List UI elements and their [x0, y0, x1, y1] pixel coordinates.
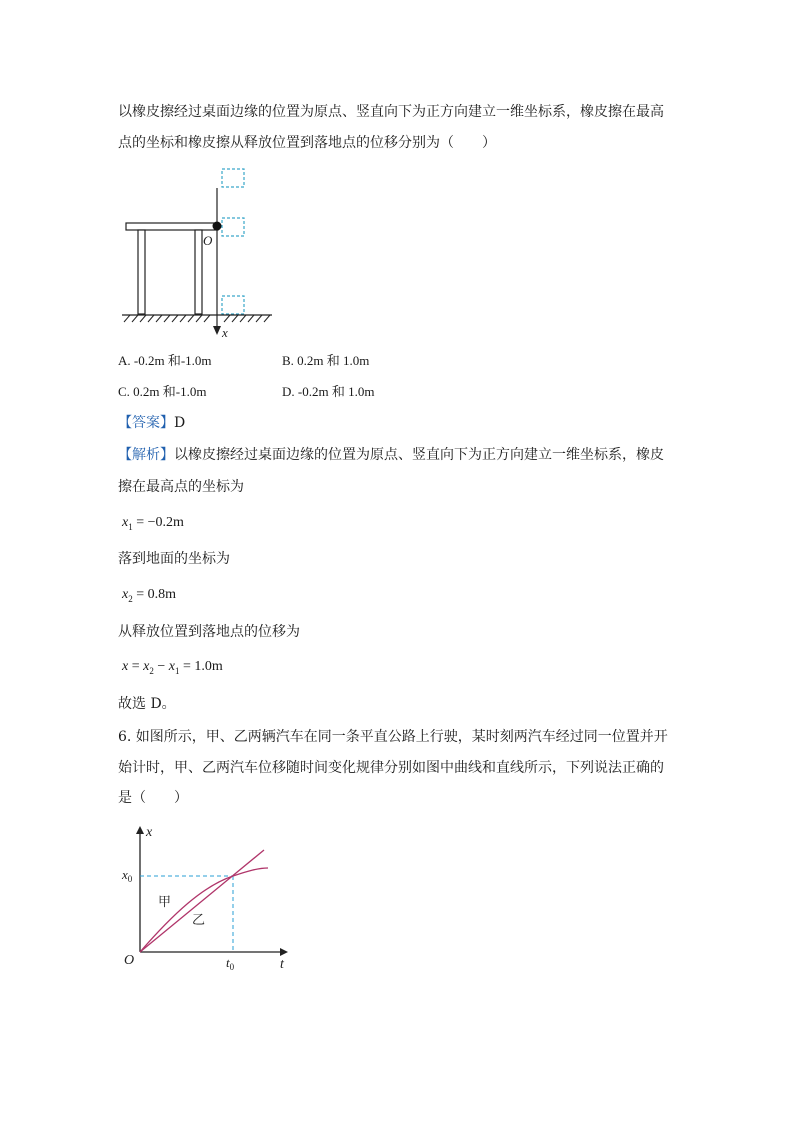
graph-x-arrow [280, 948, 288, 956]
equation-x2: $x_2 = 0.8m$ [122, 587, 177, 604]
q6-line-1: 6. 如图所示，甲、乙两辆汽车在同一条平直公路上行驶，某时刻两汽车经过同一位置并开 [118, 729, 668, 745]
origin-label: O [203, 233, 213, 248]
dashed-box-top [222, 169, 244, 187]
eraser-dot [213, 222, 222, 231]
analysis-line-2: 擦在最高点的坐标为 [118, 479, 244, 495]
graph-x0-label: $x_0$ [122, 867, 133, 884]
analysis-text-1: 以橡皮擦经过桌面边缘的位置为原点、竖直向下为正方向建立一维坐标系，橡皮 [174, 447, 664, 463]
q6-line-2: 始计时，甲、乙两汽车位移随时间变化规律分别如图中曲线和直线所示，下列说法正确的 [118, 760, 664, 776]
option-b[interactable]: B. 0.2m 和 1.0m [282, 353, 370, 368]
graph-y-arrow [136, 826, 144, 834]
axis-x-label: x [222, 325, 228, 340]
curve-jia [140, 868, 268, 952]
equation-x1: $x_1 = -0.2m$ [122, 515, 184, 532]
dashed-box-middle [222, 218, 244, 236]
table-top [126, 223, 218, 230]
axis-arrow [213, 326, 221, 335]
table-leg-right [195, 230, 202, 314]
option-d[interactable]: D. -0.2m 和 1.0m [282, 384, 375, 399]
option-a[interactable]: A. -0.2m 和-1.0m [118, 353, 212, 368]
analysis-line-1 [118, 445, 664, 465]
line-yi-label: 乙 [192, 912, 206, 927]
answer-value: D [174, 415, 186, 431]
analysis-tag: 【解析】 [118, 447, 174, 463]
q6-xt-graph [118, 822, 298, 972]
text-displacement: 从释放位置到落地点的位移为 [118, 624, 300, 640]
table-leg-left [138, 230, 145, 314]
answer-line [118, 413, 185, 433]
graph-t0-label: $t_0$ [226, 955, 235, 972]
conclusion-line: 故选 D。 [118, 696, 176, 712]
q5-stem-line-2: 点的坐标和橡皮擦从释放位置到落地点的位移分别为（ ） [118, 135, 496, 151]
graph-x-label: t [280, 957, 284, 972]
ground-hatching [124, 315, 270, 322]
equation-displacement: $x = x_2 - x_1 = 1.0m$ [122, 659, 223, 676]
q5-stem-line-1: 以橡皮擦经过桌面边缘的位置为原点、竖直向下为正方向建立一维坐标系，橡皮擦在最高 [118, 104, 664, 120]
answer-tag: 【答案】 [118, 415, 174, 431]
q6-line-3: 是（ ） [118, 790, 188, 806]
option-c[interactable]: C. 0.2m 和-1.0m [118, 384, 207, 399]
curve-jia-label: 甲 [158, 894, 172, 909]
graph-y-label: x [146, 825, 153, 840]
q5-table-figure [118, 163, 278, 338]
text-ground-coordinate: 落到地面的坐标为 [118, 551, 230, 567]
dashed-box-bottom [222, 296, 244, 314]
graph-origin-label: O [124, 953, 135, 968]
